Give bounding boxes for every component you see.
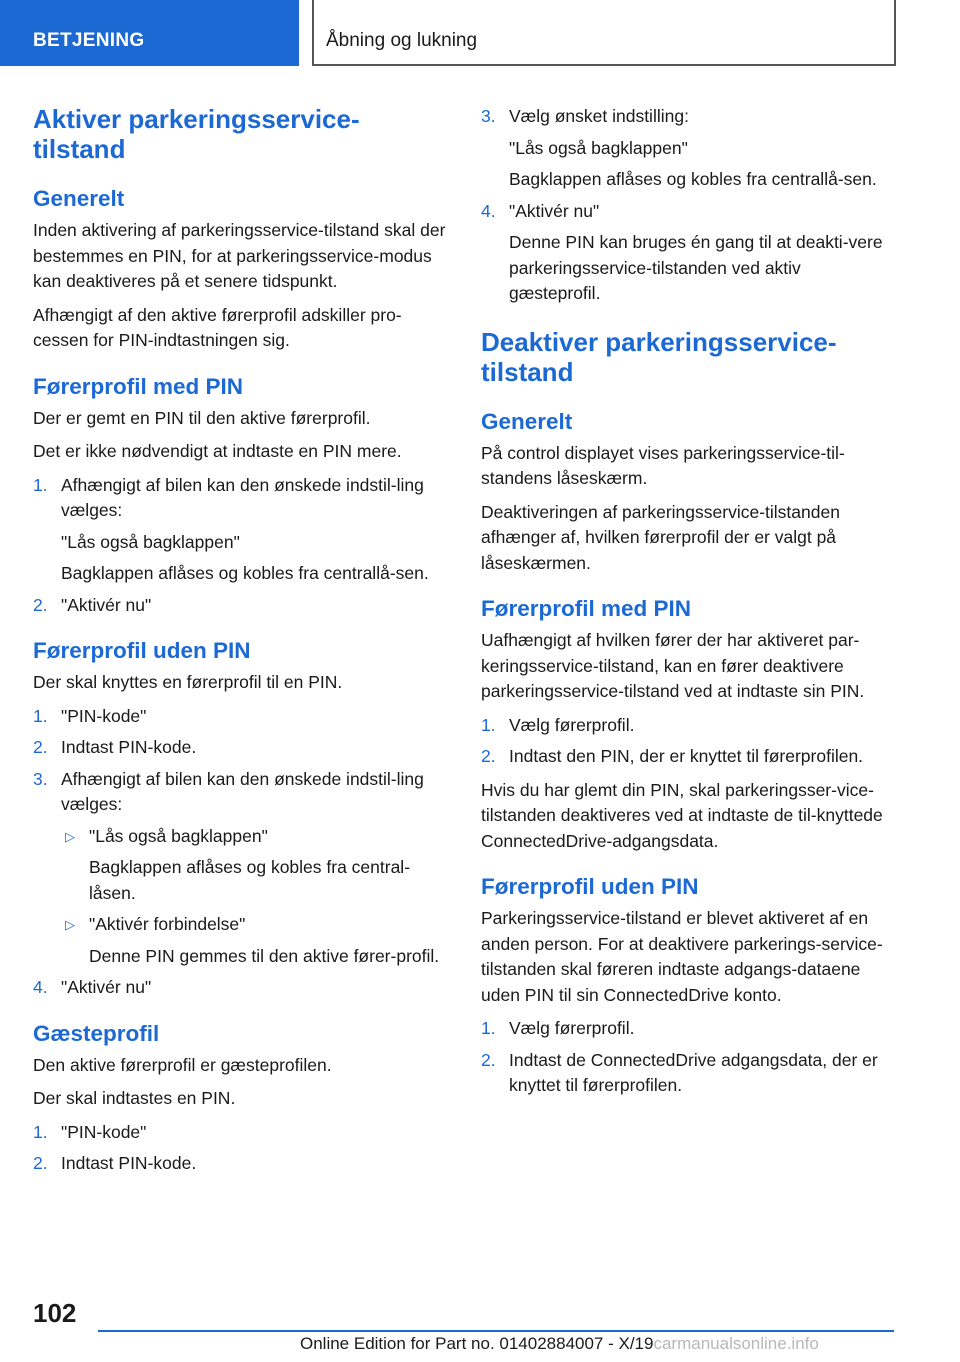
heading-med-pin: Førerprofil med PIN [481,596,692,621]
step-list [33,1120,449,1177]
bullet-item [61,824,449,907]
step-text: Vælg førerprofil. [509,1018,635,1038]
step-subtext: Denne PIN kan bruges én gang til at deakti-vere parkeringsservice-tilstanden ved aktiv gæsteprofil. [509,232,883,303]
step-text: Afhængigt af bilen kan den ønskede indstil-ling vælges: [61,474,424,520]
bullet-text: "Aktivér forbindelse" [89,914,246,934]
section-title-deactivate: Deaktiver parkeringsservice-tilstand [481,326,837,387]
footer-divider [98,1330,894,1332]
step-text: "Aktivér nu" [61,977,152,997]
footer-edition [300,1334,960,1362]
step-list [481,1016,897,1099]
step-text: "Aktivér nu" [509,200,600,221]
step-text: "PIN-kode" [61,705,147,726]
step-subtext: "Lås også bagklappen" [61,531,240,552]
section-tab: BETJENING [0,0,299,66]
heading-generelt: Generelt [33,186,125,211]
step-list [33,473,449,619]
step-number: 4. [481,200,496,221]
step-number: 1. [33,474,48,495]
step-list [481,104,897,307]
edition-text: Online Edition for Part no. 01402884007 - X/19 [300,1334,654,1353]
paragraph: Der skal indtastes en PIN. [33,1088,236,1108]
step-text: Vælg førerprofil. [509,714,635,735]
list-item [33,1151,449,1177]
step-subtext: Bagklappen aflåses og kobles fra centrallå-sen. [509,169,877,189]
step-number: 2. [481,746,496,766]
list-item [481,1048,897,1099]
paragraph: Uafhængigt af hvilken fører der har aktiveret par-keringsservice-tilstand, kan en fører deaktivere parkeringsservice-tilstand ved at indtaste sin PIN. [481,630,865,701]
triangle-bullet-icon: ▷ [65,917,75,932]
heading-generelt: Generelt [481,408,573,434]
step-number: 2. [33,737,48,757]
paragraph: Der er gemt en PIN til den aktive førerprofil. [33,407,371,428]
page-number: 102 [33,1298,77,1328]
step-number: 1. [481,714,496,735]
bullet-subtext: Bagklappen aflåses og kobles fra central-låsen. [89,857,411,903]
step-subtext: Bagklappen aflåses og kobles fra centrallå-sen. [61,563,429,583]
step-number: 2. [33,594,48,615]
bullet-text: "Lås også bagklappen" [89,825,268,846]
step-number: 2. [33,1153,48,1173]
paragraph: Det er ikke nødvendigt at indtaste en PIN mere. [33,441,402,461]
chapter-title: Åbning og lukning [312,0,896,66]
step-subtext: "Lås også bagklappen" [509,137,688,158]
step-text: "Aktivér nu" [61,594,152,615]
step-text: Indtast PIN-kode. [61,737,197,757]
list-item [33,473,449,587]
bullet-item [61,912,449,969]
step-text: Indtast den PIN, der er knyttet til førerprofilen. [509,746,864,766]
paragraph: Inden aktivering af parkeringsservice-tilstand skal der bestemmes en PIN, for at parkeringsservice-modus kan deaktiveres på et senere tidspunkt. [33,220,446,291]
list-item [33,975,449,1001]
list-item [33,1120,449,1146]
paragraph: Afhængigt af den aktive førerprofil adskiller pro-cessen for PIN-indtastningen sig. [33,304,402,350]
step-number: 1. [33,1121,48,1142]
paragraph: Parkeringsservice-tilstand er blevet aktiveret af en anden person. For at deaktivere parkerings-service-tilstanden skal føreren indtaste adgangs-dataene uden PIN til sin ConnectedDrive konto. [481,908,883,1005]
bullet-list [61,824,449,970]
step-list [481,713,897,770]
bullet-subtext: Denne PIN gemmes til den aktive fører-profil. [89,945,440,966]
paragraph: Deaktiveringen af parkeringsservice-tilstanden afhænger af, hvilken førerprofil der er valgt på låseskærmen. [481,501,840,573]
list-item [33,704,449,730]
section-title-activate: Aktiver parkeringsservice-tilstand [33,104,360,164]
heading-uden-pin: Førerprofil uden PIN [481,874,699,899]
right-column [481,104,897,1107]
triangle-bullet-icon: ▷ [65,828,75,844]
step-number: 3. [33,768,48,789]
step-text: Afhængigt af bilen kan den ønskede indstil-ling vælges: [61,768,424,814]
step-number: 1. [33,705,48,726]
paragraph: Hvis du har glemt din PIN, skal parkeringsser-vice-tilstanden deaktiveres ved at indtaste de til-knyttede ConnectedDrive-adgangsdata. [481,779,883,851]
list-item [33,735,449,761]
list-item [33,767,449,970]
list-item [481,713,897,739]
paragraph: Den aktive førerprofil er gæsteprofilen. [33,1054,332,1075]
step-list [33,704,449,1001]
step-text: Vælg ønsket indstilling: [509,106,689,126]
heading-med-pin: Førerprofil med PIN [33,373,244,399]
list-item [481,744,897,770]
list-item [33,593,449,619]
step-number: 4. [33,977,48,997]
left-column [33,104,449,1185]
step-text: Indtast de ConnectedDrive adgangsdata, der er knyttet til førerprofilen. [509,1049,878,1095]
watermark: carmanualsonline.info [653,1334,819,1353]
heading-uden-pin: Førerprofil uden PIN [33,638,251,663]
list-item [481,104,897,193]
list-item [481,1016,897,1042]
page-header [0,0,960,66]
step-text: "PIN-kode" [61,1121,147,1142]
step-number: 2. [481,1049,496,1070]
step-number: 1. [481,1018,496,1038]
step-number: 3. [481,106,496,126]
paragraph: Der skal knyttes en førerprofil til en PIN. [33,672,343,692]
paragraph: På control displayet vises parkeringsservice-til-standens låseskærm. [481,442,845,488]
heading-gaesteprofil: Gæsteprofil [33,1020,160,1046]
step-text: Indtast PIN-kode. [61,1153,197,1173]
list-item [481,199,897,307]
